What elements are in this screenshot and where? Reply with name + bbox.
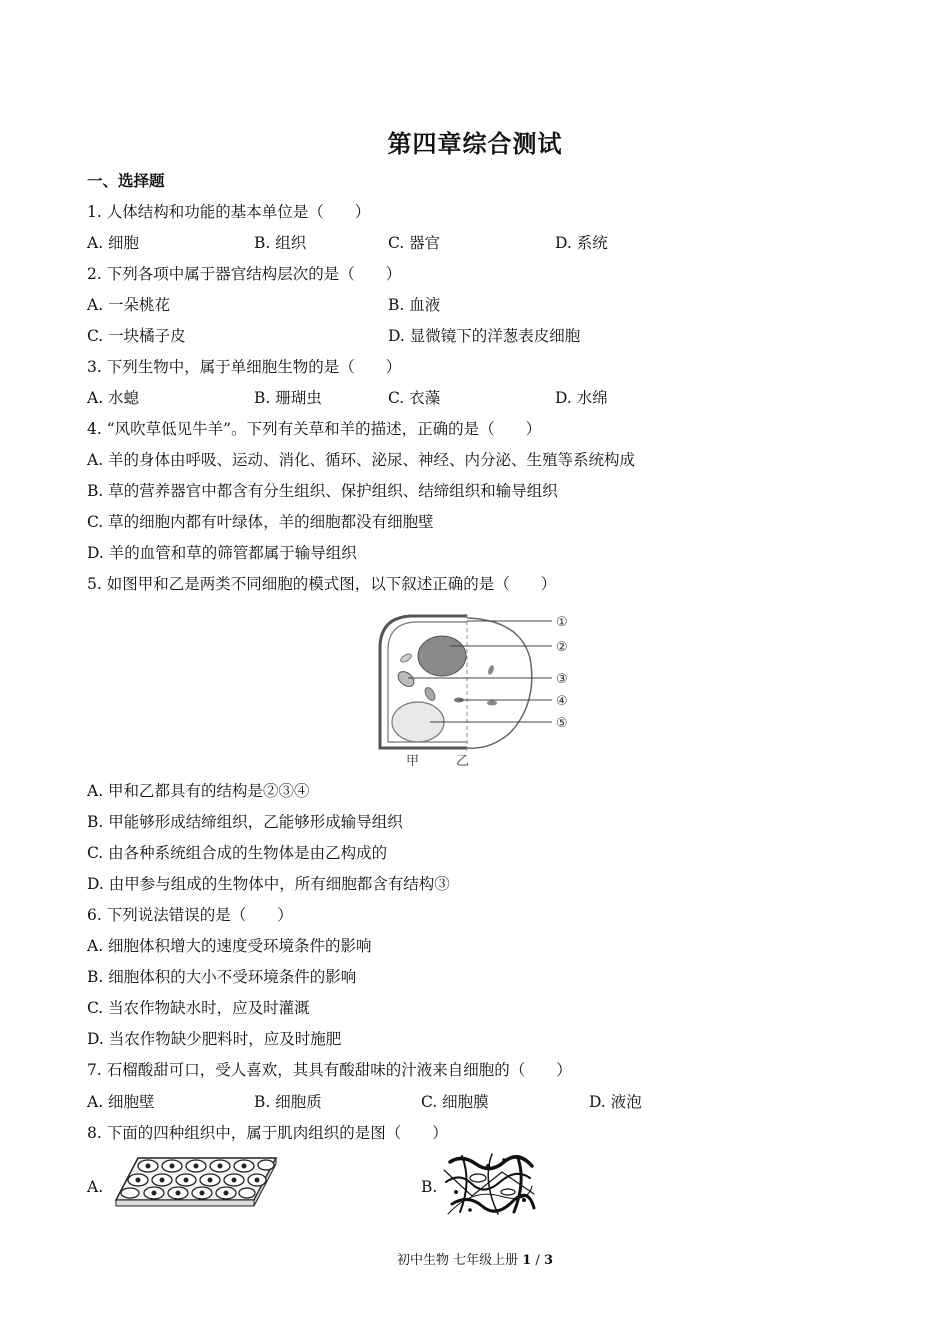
question-7-option-b: B. 细胞质: [254, 1093, 322, 1111]
question-2-option-a: A. 一朵桃花: [87, 296, 171, 314]
question-4-option-a: A. 羊的身体由呼吸、运动、消化、循环、泌尿、神经、内分泌、生殖等系统构成: [87, 451, 636, 469]
question-4-option-b: B. 草的营养器官中都含有分生组织、保护组织、结缔组织和输导组织: [87, 482, 558, 500]
question-2-stem: 2. 下列各项中属于器官结构层次的是（ ）: [87, 265, 402, 283]
question-3-stem: 3. 下列生物中，属于单细胞生物的是（ ）: [87, 358, 402, 376]
section-heading: 一、选择题: [87, 171, 165, 190]
page-title: 第四章综合测试: [387, 129, 563, 158]
question-8-option-a: A.: [87, 1178, 104, 1196]
chloroplast: [395, 669, 417, 690]
question-6-option-b: B. 细胞体积的大小不受环境条件的影响: [87, 968, 357, 986]
figure-label-5: ⑤: [556, 716, 568, 731]
tissue-figure-b: [442, 1152, 537, 1218]
question-2-option-b: B. 血液: [388, 296, 441, 314]
page-footer: [0, 1249, 950, 1268]
question-6-stem: 6. 下列说法错误的是（ ）: [87, 906, 293, 924]
nucleus: [418, 636, 466, 676]
figure-label-3: ③: [556, 672, 568, 687]
question-4-stem: 4. “风吹草低见牛羊”。下列有关草和羊的描述，正确的是（ ）: [87, 420, 542, 438]
figure-label-jia: 甲: [406, 754, 420, 768]
question-3-option-c: C. 衣藻: [388, 389, 441, 407]
question-1-option-d: D. 系统: [555, 234, 608, 252]
footer-page-number: 1: [522, 1253, 532, 1268]
question-1-option-b: B. 组织: [254, 234, 307, 252]
figure-label-1: ①: [556, 615, 568, 630]
question-1-option-a: A. 细胞: [87, 234, 140, 252]
question-5-option-c: C. 由各种系统组合成的生物体是由乙构成的: [87, 844, 388, 862]
question-7-stem: 7. 石榴酸甜可口，受人喜欢，其具有酸甜味的汁液来自细胞的（ ）: [87, 1061, 572, 1079]
footer-page-total: 3: [543, 1253, 553, 1268]
figure-label-2: ②: [556, 640, 568, 655]
question-7-option-a: A. 细胞壁: [87, 1093, 155, 1111]
question-2-option-c: C. 一块橘子皮: [87, 327, 186, 345]
footer-separator: /: [531, 1253, 544, 1268]
question-6-option-c: C. 当农作物缺水时，应及时灌溉: [87, 999, 310, 1017]
question-1-stem: 1. 人体结构和功能的基本单位是（ ）: [87, 203, 371, 221]
cell-membrane: [467, 618, 532, 748]
question-1-option-c: C. 器官: [388, 234, 441, 252]
question-8-option-b: B.: [421, 1178, 438, 1196]
question-4-option-c: C. 草的细胞内都有叶绿体，羊的细胞都没有细胞壁: [87, 513, 434, 531]
question-6-option-d: D. 当农作物缺少肥料时，应及时施肥: [87, 1030, 342, 1048]
figure-label-4: ④: [556, 694, 568, 709]
question-5-stem: 5. 如图甲和乙是两类不同细胞的模式图，以下叙述正确的是（ ）: [87, 575, 557, 593]
tissue-figure-a: [114, 1152, 279, 1210]
question-5-option-b: B. 甲能够形成结缔组织，乙能够形成输导组织: [87, 813, 403, 831]
question-3-option-d: D. 水绵: [555, 389, 608, 407]
question-3-option-b: B. 珊瑚虫: [254, 389, 322, 407]
question-5-option-a: A. 甲和乙都具有的结构是②③④: [87, 782, 310, 800]
question-8-stem: 8. 下面的四种组织中，属于肌肉组织的是图（ ）: [87, 1124, 448, 1142]
figure-label-yi: 乙: [456, 754, 470, 768]
question-3-option-a: A. 水螅: [87, 389, 140, 407]
question-7-option-d: D. 液泡: [589, 1093, 642, 1111]
footer-text: 初中生物 七年级上册: [396, 1253, 523, 1268]
question-5-option-d: D. 由甲参与组成的生物体中，所有细胞都含有结构③: [87, 875, 450, 893]
question-2-option-d: D. 显微镜下的洋葱表皮细胞: [388, 327, 581, 345]
question-4-option-d: D. 羊的血管和草的筛管都属于输导组织: [87, 544, 357, 562]
question-7-option-c: C. 细胞膜: [421, 1093, 489, 1111]
cell-diagram: [370, 608, 585, 768]
question-6-option-a: A. 细胞体积增大的速度受环境条件的影响: [87, 937, 372, 955]
